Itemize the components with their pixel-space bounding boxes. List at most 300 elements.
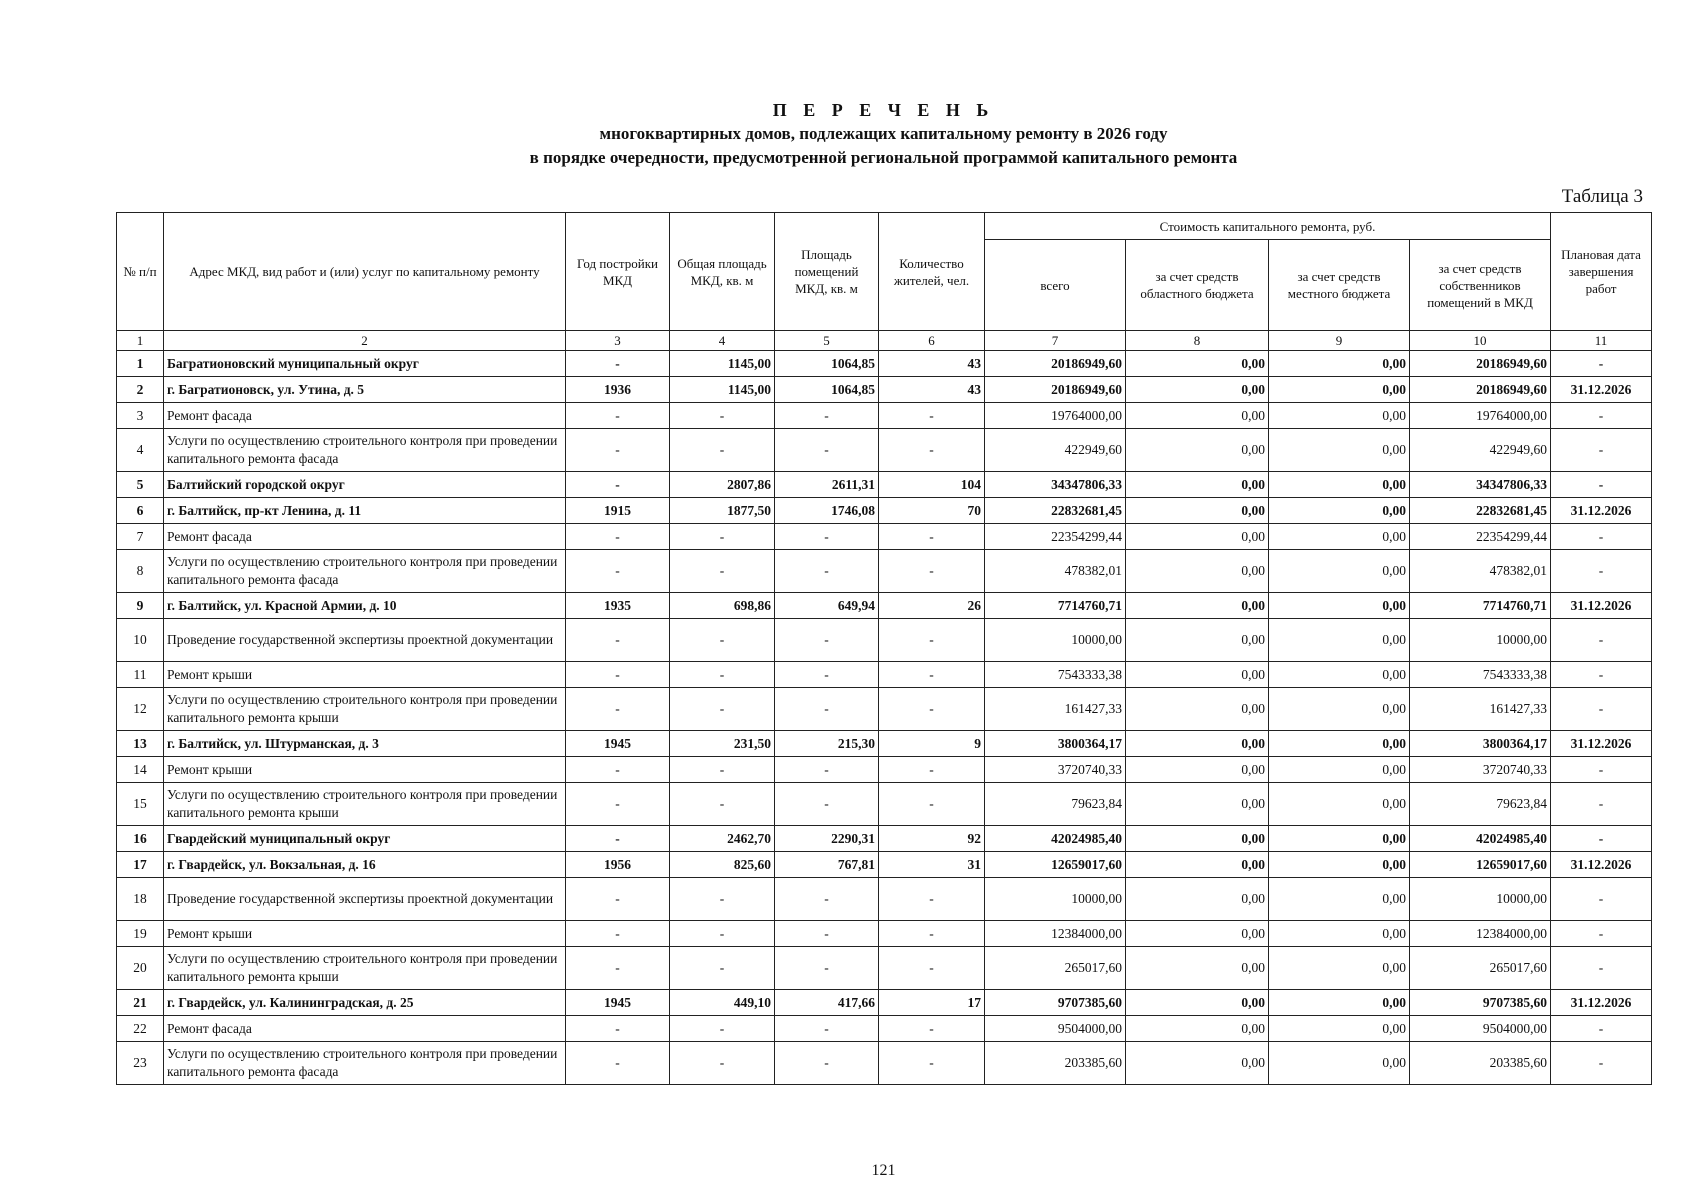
column-number: 10 [1410,331,1551,351]
row-residents: - [879,1016,985,1042]
row-cost-regional: 0,00 [1126,472,1269,498]
row-residents: 31 [879,852,985,878]
row-build-year: - [566,826,670,852]
row-premises-area: - [775,757,879,783]
row-residents: 43 [879,377,985,403]
row-address: Балтийский городской округ [164,472,566,498]
row-build-year: - [566,688,670,731]
row-premises-area: 2290,31 [775,826,879,852]
row-cost-total: 20186949,60 [985,377,1126,403]
row-cost-local: 0,00 [1269,472,1410,498]
row-address: г. Багратионовск, ул. Утина, д. 5 [164,377,566,403]
row-total-area: - [670,757,775,783]
row-build-year: 1915 [566,498,670,524]
row-number: 6 [117,498,164,524]
table-body [117,351,1652,1085]
row-cost-regional: 0,00 [1126,783,1269,826]
row-planned-date: 31.12.2026 [1551,377,1652,403]
row-cost-regional: 0,00 [1126,826,1269,852]
row-cost-regional: 0,00 [1126,593,1269,619]
row-premises-area: - [775,783,879,826]
row-cost-owners: 12384000,00 [1410,921,1551,947]
row-address: Проведение государственной экспертизы проектной документации [164,878,566,921]
row-premises-area: - [775,662,879,688]
header-year: Год постройки МКД [566,213,670,331]
row-cost-owners: 10000,00 [1410,878,1551,921]
row-number: 12 [117,688,164,731]
row-cost-regional: 0,00 [1126,1016,1269,1042]
row-planned-date: - [1551,783,1652,826]
row-number: 14 [117,757,164,783]
row-cost-local: 0,00 [1269,852,1410,878]
table-row [117,688,1652,731]
row-cost-owners: 3720740,33 [1410,757,1551,783]
row-cost-regional: 0,00 [1126,688,1269,731]
row-cost-total: 478382,01 [985,550,1126,593]
table-row [117,783,1652,826]
row-premises-area: - [775,1042,879,1085]
row-total-area: 231,50 [670,731,775,757]
row-planned-date: - [1551,947,1652,990]
row-cost-local: 0,00 [1269,403,1410,429]
row-cost-total: 22354299,44 [985,524,1126,550]
row-cost-total: 42024985,40 [985,826,1126,852]
column-number: 9 [1269,331,1410,351]
row-planned-date: 31.12.2026 [1551,990,1652,1016]
document-heading [0,98,1697,170]
row-cost-regional: 0,00 [1126,1042,1269,1085]
row-address: г. Балтийск, ул. Штурманская, д. 3 [164,731,566,757]
column-number-row [117,331,1652,351]
page-number: 121 [871,1162,896,1179]
row-number: 3 [117,403,164,429]
row-cost-total: 3720740,33 [985,757,1126,783]
row-cost-regional: 0,00 [1126,990,1269,1016]
table-row [117,1042,1652,1085]
row-cost-local: 0,00 [1269,947,1410,990]
row-cost-regional: 0,00 [1126,524,1269,550]
row-residents: 70 [879,498,985,524]
column-number: 4 [670,331,775,351]
row-cost-total: 7543333,38 [985,662,1126,688]
document-subtitle-2: в порядке очередности, предусмотренной региональной программой капитального ремонта [529,148,1238,167]
column-number: 7 [985,331,1126,351]
row-cost-owners: 161427,33 [1410,688,1551,731]
row-cost-local: 0,00 [1269,826,1410,852]
header-residents: Количество жителей, чел. [879,213,985,331]
row-cost-owners: 19764000,00 [1410,403,1551,429]
row-build-year: - [566,783,670,826]
table-row [117,826,1652,852]
column-number: 3 [566,331,670,351]
header-no: № п/п [117,213,164,331]
table-row [117,878,1652,921]
header-cost-group: Стоимость капитального ремонта, руб. [985,213,1551,240]
row-planned-date: - [1551,757,1652,783]
row-cost-local: 0,00 [1269,878,1410,921]
row-address: Услуги по осуществлению строительного контроля при проведении капитального ремонта фасада [164,550,566,593]
row-planned-date: - [1551,619,1652,662]
row-address: г. Балтийск, ул. Красной Армии, д. 10 [164,593,566,619]
row-build-year: - [566,524,670,550]
document-title: П Е Р Е Ч Е Н Ь [772,100,995,120]
row-build-year: - [566,403,670,429]
row-total-area: - [670,878,775,921]
row-residents: - [879,757,985,783]
column-number: 8 [1126,331,1269,351]
row-total-area: 1877,50 [670,498,775,524]
table-row [117,524,1652,550]
row-total-area: - [670,662,775,688]
row-total-area: 698,86 [670,593,775,619]
row-premises-area: - [775,1016,879,1042]
row-cost-local: 0,00 [1269,688,1410,731]
row-cost-owners: 203385,60 [1410,1042,1551,1085]
table-row [117,990,1652,1016]
table-row [117,731,1652,757]
table-header [117,213,1652,351]
row-premises-area: - [775,429,879,472]
row-address: Ремонт фасада [164,524,566,550]
row-build-year: - [566,619,670,662]
row-cost-total: 10000,00 [985,619,1126,662]
row-build-year: - [566,351,670,377]
row-cost-total: 20186949,60 [985,351,1126,377]
row-build-year: - [566,1042,670,1085]
row-residents: - [879,921,985,947]
row-number: 7 [117,524,164,550]
row-cost-total: 9707385,60 [985,990,1126,1016]
row-cost-owners: 9504000,00 [1410,1016,1551,1042]
table-row [117,593,1652,619]
row-cost-owners: 7543333,38 [1410,662,1551,688]
row-planned-date: - [1551,550,1652,593]
row-cost-total: 9504000,00 [985,1016,1126,1042]
row-number: 20 [117,947,164,990]
row-residents: - [879,947,985,990]
row-address: Багратионовский муниципальный округ [164,351,566,377]
row-address: Услуги по осуществлению строительного контроля при проведении капитального ремонта крыши [164,783,566,826]
row-premises-area: - [775,921,879,947]
row-residents: 104 [879,472,985,498]
row-cost-regional: 0,00 [1126,662,1269,688]
row-cost-total: 12659017,60 [985,852,1126,878]
row-total-area: - [670,619,775,662]
row-build-year: - [566,662,670,688]
row-total-area: - [670,688,775,731]
row-residents: - [879,524,985,550]
header-cost-regional: за счет средств областного бюджета [1126,240,1269,331]
row-number: 1 [117,351,164,377]
row-cost-owners: 10000,00 [1410,619,1551,662]
row-cost-local: 0,00 [1269,524,1410,550]
row-cost-local: 0,00 [1269,662,1410,688]
row-total-area: - [670,1042,775,1085]
row-total-area: - [670,921,775,947]
row-planned-date: 31.12.2026 [1551,731,1652,757]
table-row [117,429,1652,472]
row-total-area: - [670,550,775,593]
row-address: Услуги по осуществлению строительного контроля при проведении капитального ремонта крыши [164,947,566,990]
row-total-area: 1145,00 [670,377,775,403]
row-premises-area: 1064,85 [775,377,879,403]
row-address: Услуги по осуществлению строительного контроля при проведении капитального ремонта фасада [164,1042,566,1085]
row-cost-owners: 22832681,45 [1410,498,1551,524]
row-address: Ремонт фасада [164,403,566,429]
row-build-year: - [566,550,670,593]
row-total-area: 2807,86 [670,472,775,498]
header-planned-date: Плановая дата завершения работ [1551,213,1652,331]
row-planned-date: - [1551,921,1652,947]
row-cost-owners: 422949,60 [1410,429,1551,472]
row-number: 17 [117,852,164,878]
row-cost-regional: 0,00 [1126,550,1269,593]
header-total-area: Общая площадь МКД, кв. м [670,213,775,331]
row-number: 4 [117,429,164,472]
row-cost-owners: 265017,60 [1410,947,1551,990]
row-residents: - [879,619,985,662]
row-cost-owners: 22354299,44 [1410,524,1551,550]
table-row [117,351,1652,377]
row-residents: - [879,688,985,731]
row-number: 23 [117,1042,164,1085]
row-premises-area: - [775,688,879,731]
row-cost-regional: 0,00 [1126,619,1269,662]
row-premises-area: 649,94 [775,593,879,619]
row-total-area: 449,10 [670,990,775,1016]
row-cost-owners: 42024985,40 [1410,826,1551,852]
row-number: 2 [117,377,164,403]
table-row [117,662,1652,688]
row-residents: 17 [879,990,985,1016]
row-premises-area: - [775,524,879,550]
row-address: г. Гвардейск, ул. Калининградская, д. 25 [164,990,566,1016]
row-address: Услуги по осуществлению строительного контроля при проведении капитального ремонта фасада [164,429,566,472]
row-cost-owners: 12659017,60 [1410,852,1551,878]
row-cost-owners: 20186949,60 [1410,377,1551,403]
row-planned-date: - [1551,403,1652,429]
table-row [117,921,1652,947]
column-number: 6 [879,331,985,351]
row-address: Ремонт крыши [164,662,566,688]
row-residents: - [879,783,985,826]
row-residents: 43 [879,351,985,377]
row-number: 22 [117,1016,164,1042]
row-residents: - [879,550,985,593]
row-cost-local: 0,00 [1269,783,1410,826]
row-cost-local: 0,00 [1269,429,1410,472]
row-premises-area: 417,66 [775,990,879,1016]
row-cost-total: 10000,00 [985,878,1126,921]
row-cost-local: 0,00 [1269,377,1410,403]
row-residents: - [879,403,985,429]
row-planned-date: - [1551,1016,1652,1042]
row-cost-owners: 7714760,71 [1410,593,1551,619]
row-residents: - [879,1042,985,1085]
row-address: Проведение государственной экспертизы проектной документации [164,619,566,662]
row-cost-regional: 0,00 [1126,429,1269,472]
row-address: Ремонт фасада [164,1016,566,1042]
row-address: г. Гвардейск, ул. Вокзальная, д. 16 [164,852,566,878]
row-number: 16 [117,826,164,852]
row-build-year: - [566,921,670,947]
table-row [117,498,1652,524]
column-number: 1 [117,331,164,351]
row-cost-regional: 0,00 [1126,351,1269,377]
row-build-year: 1936 [566,377,670,403]
document-subtitle-1: многоквартирных домов, подлежащих капитальному ремонту в 2026 году [599,124,1168,143]
row-planned-date: - [1551,351,1652,377]
table-label: Таблица 3 [1561,186,1643,207]
row-cost-total: 19764000,00 [985,403,1126,429]
row-cost-total: 22832681,45 [985,498,1126,524]
row-cost-regional: 0,00 [1126,757,1269,783]
row-premises-area: 2611,31 [775,472,879,498]
row-premises-area: 1746,08 [775,498,879,524]
repair-register-table [116,212,1652,1085]
row-number: 10 [117,619,164,662]
row-planned-date: - [1551,878,1652,921]
row-build-year: 1945 [566,731,670,757]
header-cost-local: за счет средств местного бюджета [1269,240,1410,331]
table-row [117,1016,1652,1042]
row-planned-date: 31.12.2026 [1551,593,1652,619]
row-build-year: - [566,878,670,921]
row-total-area: - [670,947,775,990]
row-build-year: 1935 [566,593,670,619]
row-number: 19 [117,921,164,947]
table-row [117,472,1652,498]
row-total-area: 2462,70 [670,826,775,852]
row-total-area: - [670,1016,775,1042]
row-address: г. Балтийск, пр-кт Ленина, д. 11 [164,498,566,524]
row-total-area: 825,60 [670,852,775,878]
row-total-area: - [670,783,775,826]
header-premises-area: Площадь помещений МКД, кв. м [775,213,879,331]
row-number: 9 [117,593,164,619]
row-cost-regional: 0,00 [1126,947,1269,990]
row-cost-regional: 0,00 [1126,852,1269,878]
column-number: 2 [164,331,566,351]
header-cost-total: всего [985,240,1126,331]
row-cost-owners: 478382,01 [1410,550,1551,593]
row-premises-area: 215,30 [775,731,879,757]
row-cost-total: 79623,84 [985,783,1126,826]
row-cost-local: 0,00 [1269,757,1410,783]
row-planned-date: 31.12.2026 [1551,852,1652,878]
row-build-year: - [566,429,670,472]
row-planned-date: - [1551,662,1652,688]
row-total-area: - [670,524,775,550]
column-number: 11 [1551,331,1652,351]
row-number: 21 [117,990,164,1016]
row-cost-regional: 0,00 [1126,498,1269,524]
row-build-year: - [566,947,670,990]
row-cost-total: 161427,33 [985,688,1126,731]
row-build-year: - [566,757,670,783]
row-cost-local: 0,00 [1269,351,1410,377]
header-address: Адрес МКД, вид работ и (или) услуг по капитальному ремонту [164,213,566,331]
row-cost-total: 265017,60 [985,947,1126,990]
row-planned-date: - [1551,826,1652,852]
row-cost-local: 0,00 [1269,921,1410,947]
row-residents: - [879,662,985,688]
row-planned-date: - [1551,1042,1652,1085]
row-address: Услуги по осуществлению строительного контроля при проведении капитального ремонта крыши [164,688,566,731]
row-total-area: - [670,429,775,472]
row-build-year: 1956 [566,852,670,878]
row-premises-area: - [775,550,879,593]
row-residents: - [879,878,985,921]
table-row [117,619,1652,662]
table-row [117,377,1652,403]
row-number: 18 [117,878,164,921]
row-cost-local: 0,00 [1269,731,1410,757]
row-build-year: - [566,1016,670,1042]
row-address: Гвардейский муниципальный округ [164,826,566,852]
row-residents: - [879,429,985,472]
table-row [117,550,1652,593]
row-cost-local: 0,00 [1269,990,1410,1016]
row-premises-area: - [775,619,879,662]
row-cost-local: 0,00 [1269,619,1410,662]
row-cost-local: 0,00 [1269,498,1410,524]
header-cost-owners: за счет средств собственников помещений в МКД [1410,240,1551,331]
row-cost-regional: 0,00 [1126,878,1269,921]
row-cost-total: 7714760,71 [985,593,1126,619]
row-premises-area: 767,81 [775,852,879,878]
row-planned-date: - [1551,688,1652,731]
row-build-year: - [566,472,670,498]
row-number: 8 [117,550,164,593]
row-cost-owners: 79623,84 [1410,783,1551,826]
row-premises-area: - [775,947,879,990]
row-cost-regional: 0,00 [1126,377,1269,403]
row-cost-owners: 9707385,60 [1410,990,1551,1016]
row-cost-regional: 0,00 [1126,921,1269,947]
row-premises-area: 1064,85 [775,351,879,377]
row-number: 15 [117,783,164,826]
row-planned-date: 31.12.2026 [1551,498,1652,524]
row-build-year: 1945 [566,990,670,1016]
row-number: 5 [117,472,164,498]
row-residents: 26 [879,593,985,619]
row-premises-area: - [775,878,879,921]
row-cost-owners: 34347806,33 [1410,472,1551,498]
table-row [117,403,1652,429]
row-cost-total: 422949,60 [985,429,1126,472]
row-cost-owners: 3800364,17 [1410,731,1551,757]
table-row [117,947,1652,990]
column-number: 5 [775,331,879,351]
row-residents: 92 [879,826,985,852]
row-cost-total: 3800364,17 [985,731,1126,757]
row-residents: 9 [879,731,985,757]
table-row [117,757,1652,783]
row-cost-local: 0,00 [1269,1042,1410,1085]
row-cost-regional: 0,00 [1126,731,1269,757]
row-cost-local: 0,00 [1269,1016,1410,1042]
row-address: Ремонт крыши [164,921,566,947]
row-number: 11 [117,662,164,688]
row-total-area: - [670,403,775,429]
row-cost-total: 203385,60 [985,1042,1126,1085]
row-total-area: 1145,00 [670,351,775,377]
row-cost-local: 0,00 [1269,593,1410,619]
row-cost-regional: 0,00 [1126,403,1269,429]
row-cost-local: 0,00 [1269,550,1410,593]
row-planned-date: - [1551,429,1652,472]
